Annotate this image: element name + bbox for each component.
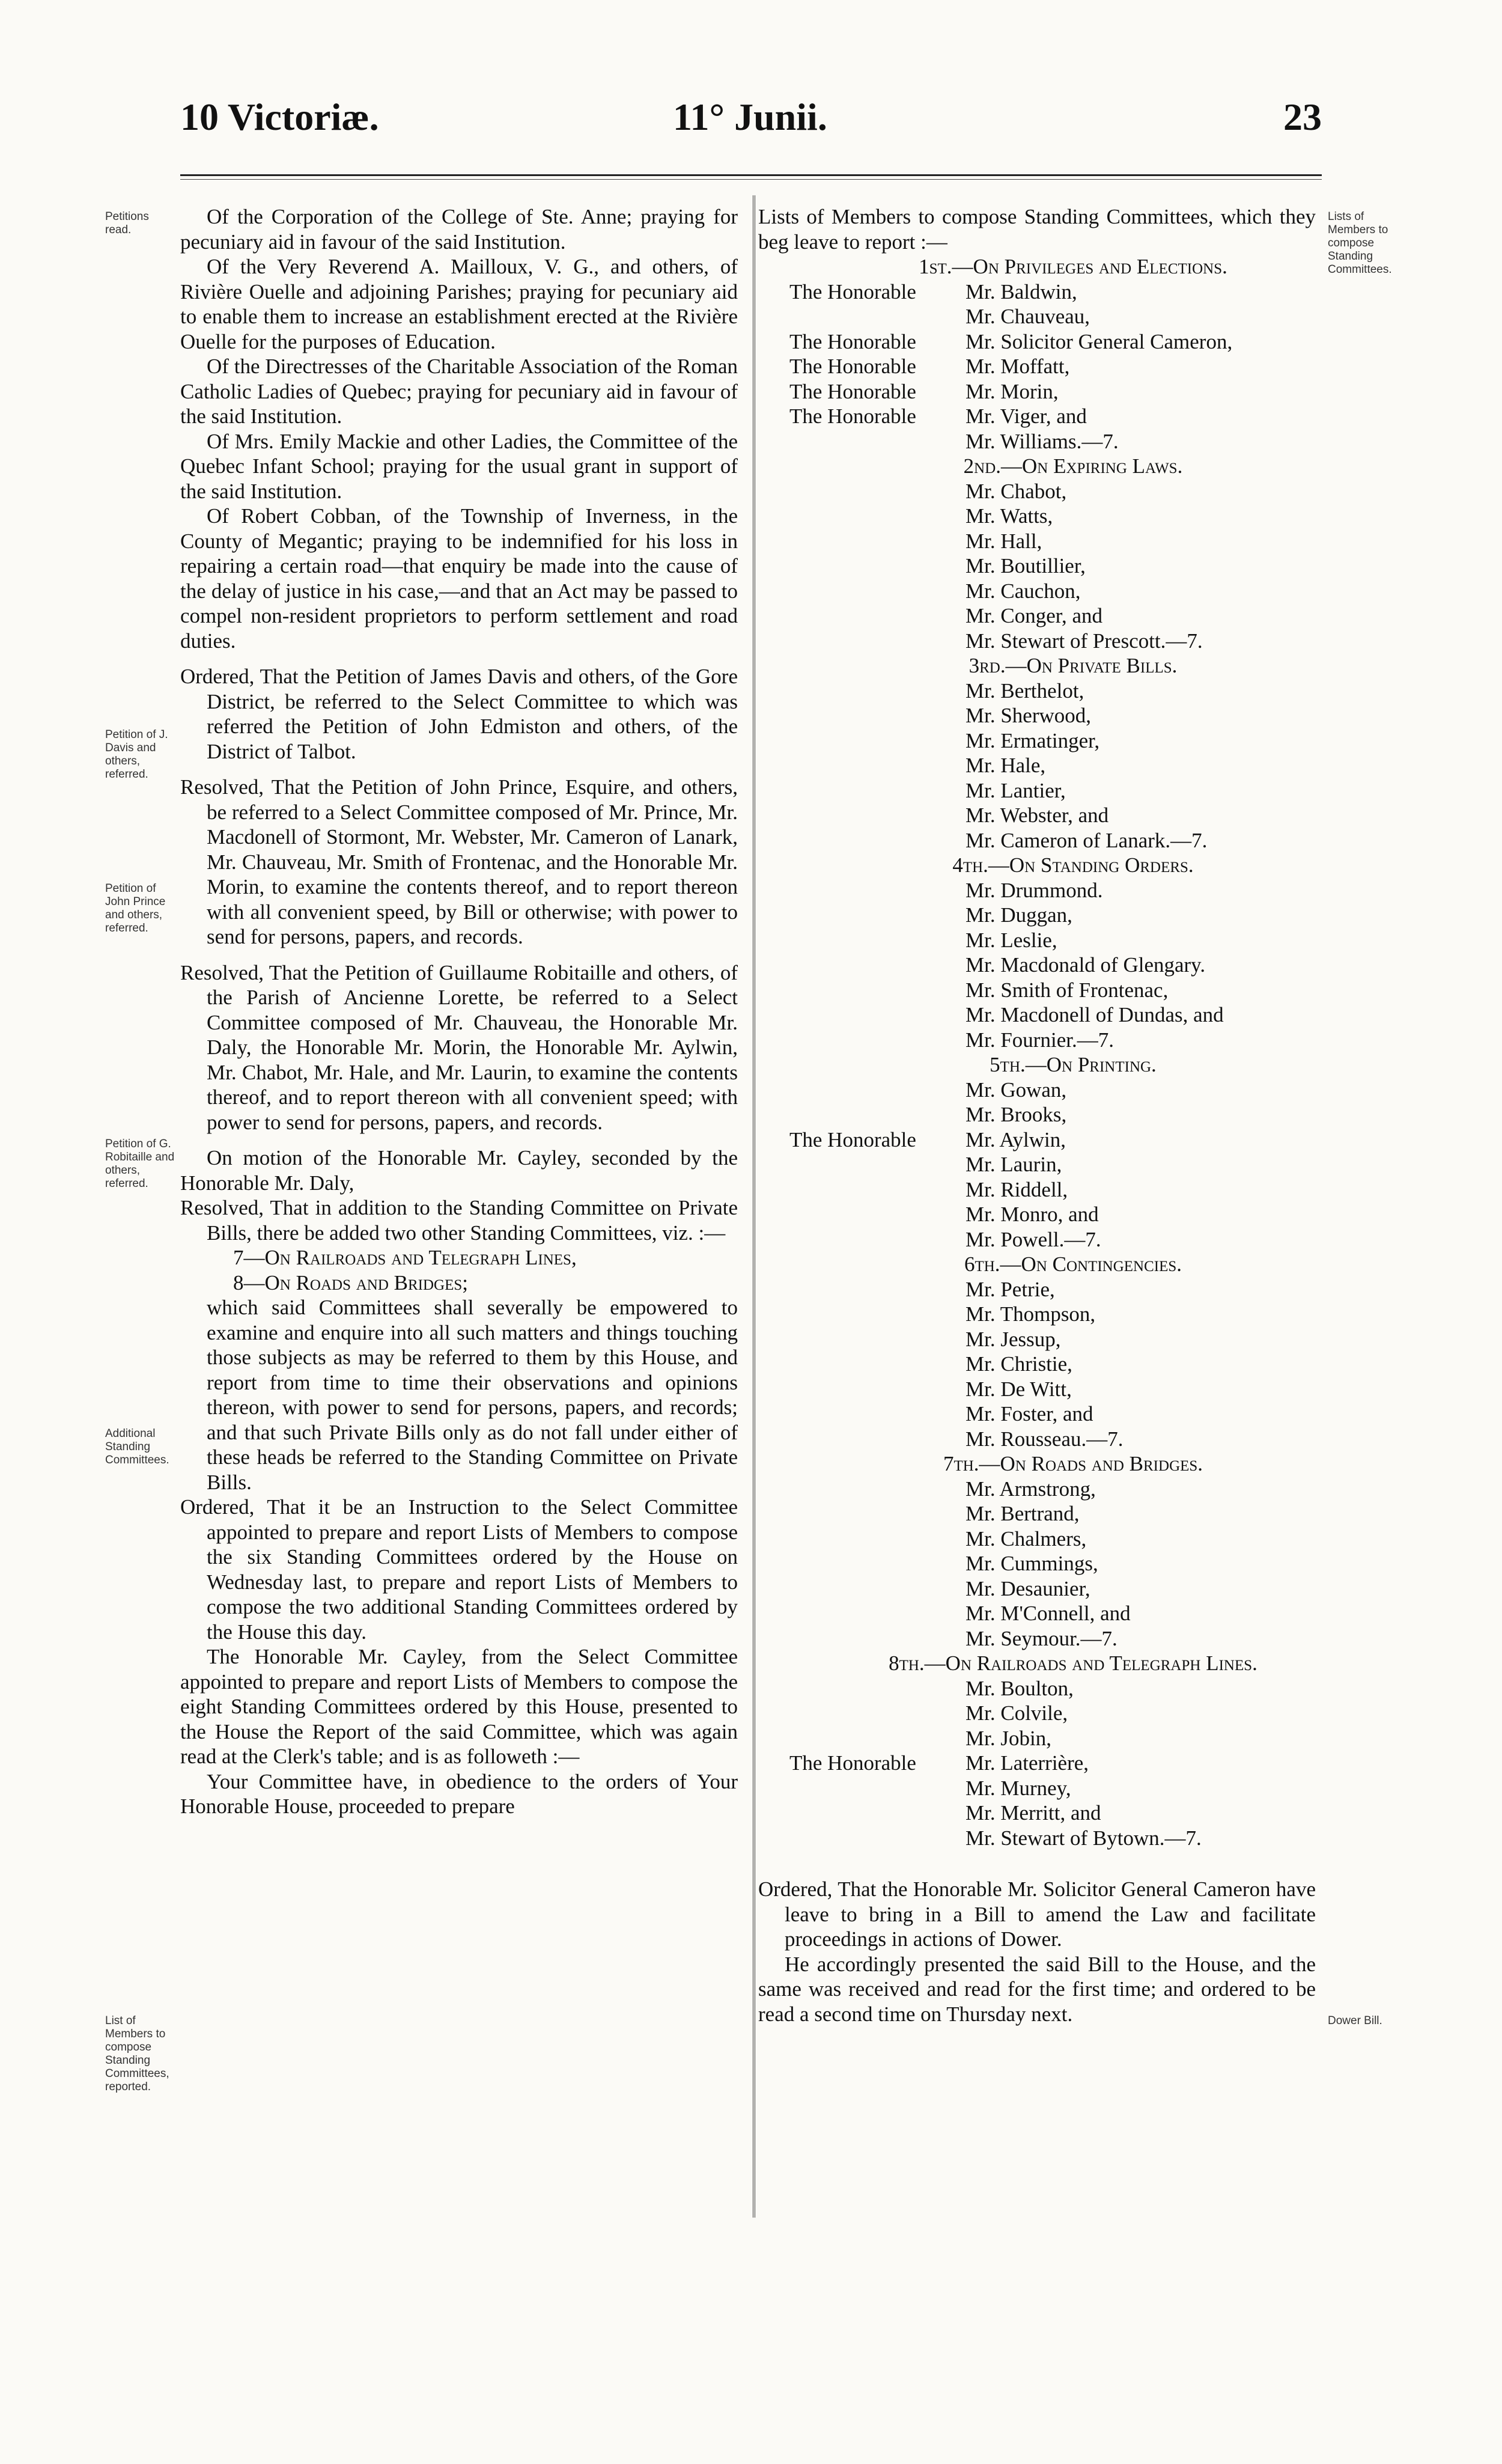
member-name: Mr. Cummings,: [965, 1552, 1098, 1575]
committee-member-row: [758, 1801, 1316, 1826]
member-name: Mr. Foster, and: [965, 1402, 1093, 1426]
member-name: Mr. Boutillier,: [965, 554, 1086, 578]
member-name: Mr. Powell.—7.: [965, 1227, 1101, 1251]
committee-member-row: [758, 1401, 1316, 1427]
committee-member-row: [758, 504, 1316, 529]
motion-cayley: On motion of the Honorable Mr. Cayley, seconded by the Honorable Mr. Daly,: [180, 1146, 738, 1195]
member-prefix: The Honorable: [789, 404, 916, 428]
committee-member-row: [758, 379, 1316, 404]
member-name: Mr. Sherwood,: [965, 704, 1092, 727]
petition-charitable-association: Of the Directresses of the Charitable Association of the Roman Catholic Ladies of Quebec; praying for pecuniary aid in favour of the said Institution.: [180, 355, 738, 428]
member-name: Mr. Jobin,: [965, 1726, 1051, 1750]
member-name: Mr. Berthelot,: [965, 679, 1084, 703]
committee-heading: 8th.—On Railroads and Telegraph Lines.: [889, 1651, 1257, 1675]
resolution-continuation: which said Committees shall severally be empowered to examine and enquire into all such matters and things touching those subjects as may be referred to them by this House, and report from time to time their observations and opinions thereon, with power to send for persons, papers, and records; and that such Private Bills only as do not fall under either of these heads be referred to the Standing Committee on Private Bills.: [207, 1296, 738, 1494]
committee-member-row: [758, 1327, 1316, 1352]
committee-member-row: [758, 1127, 1316, 1153]
order-instruction: Ordered, That it be an Instruction to the Select Committee appointed to prepare and report Lists of Members to compose the six Standing Committees ordered by the House on Wednesday last, to prepare and report Lists of Members to compose the two additional Standing Committees ordered by the House this day.: [180, 1495, 738, 1644]
dower-bill-presented: He accordingly presented the said Bill to the House, and the same was received and read for the first time; and ordered to be read a second time on Thursday next.: [758, 1952, 1316, 2026]
report-text-start: Your Committee have, in obedience to the orders of Your Honorable House, proceeded to prepare: [180, 1769, 738, 1818]
committee-member-row: [758, 1726, 1316, 1751]
member-name: Mr. Desaunier,: [965, 1576, 1090, 1600]
committee-member-row: [758, 1028, 1316, 1053]
member-name: Mr. Solicitor General Cameron,: [965, 329, 1233, 353]
resolution-prince-petition: Resolved, That the Petition of John Prince, Esquire, and others, be referred to a Select Committee composed of Mr. Prince, Mr. Macdonell of Stormont, Mr. Webster, Mr. Cameron of Lanark, Mr. Chauveau, Mr. Smith of Frontenac, and the Honorable Mr. Morin, to examine the contents thereof, and to report thereon with all convenient speed, by Bill or otherwise; with power to send for persons, papers, and records.: [180, 775, 738, 948]
page-number: 23: [1283, 96, 1322, 138]
margin-note-dower: Dower Bill.: [1328, 2014, 1382, 2027]
order-dower-bill: Ordered, That the Honorable Mr. Solicitor General Cameron have leave to bring in a Bill to amend the Law and facilitate proceedings in actions of Dower.: [758, 1877, 1316, 1951]
committee-member-row: [758, 978, 1316, 1003]
header-session: 10 Victoriæ.: [180, 96, 379, 138]
member-name: Mr. Fournier.—7.: [965, 1028, 1114, 1052]
member-name: Mr. Baldwin,: [965, 279, 1077, 303]
committee-member-row: [758, 878, 1316, 903]
committee-member-row: [758, 928, 1316, 953]
committee-heading: 6th.—On Contingencies.: [964, 1252, 1182, 1276]
committee-member-row: [758, 1776, 1316, 1801]
member-name: Mr. Macdonell of Dundas, and: [965, 1003, 1224, 1026]
member-prefix: The Honorable: [789, 279, 916, 303]
committee-member-row: [758, 1377, 1316, 1402]
committee-member-row: [758, 529, 1316, 554]
margin-note-prince: Petition of John Prince and others, referred.: [105, 882, 166, 935]
margin-note-robitaille: Petition of G. Robitaille and others, referred.: [105, 1138, 175, 1190]
margin-note-additional: Additional Standing Committees.: [105, 1427, 169, 1466]
member-name: Mr. Colvile,: [965, 1701, 1068, 1725]
member-name: Mr. Gowan,: [965, 1078, 1067, 1102]
member-name: Mr. Jessup,: [965, 1327, 1061, 1351]
committee-member-row: [758, 728, 1316, 754]
committee-member-row: [758, 753, 1316, 778]
petition-cobban: Of Robert Cobban, of the Township of Inverness, in the County of Megantic; praying to be indemnified for his loss in repairing a certain road—that enquiry be made into the cause of the delay of justice in his case,—and that an Act may be passed to compel non-resident proprietors to perform settlement and road duties.: [180, 504, 738, 653]
member-name: Mr. Murney,: [965, 1776, 1071, 1800]
committee-member-row: [758, 1676, 1316, 1701]
committee-member-row: [758, 404, 1316, 429]
committee-member-row: [758, 778, 1316, 804]
member-name: Mr. Monro, and: [965, 1203, 1099, 1226]
member-name: Mr. Smith of Frontenac,: [965, 978, 1169, 1002]
petition-mackie: Of Mrs. Emily Mackie and other Ladies, the Committee of the Quebec Infant School; praying for the usual grant in support of the said Institution.: [180, 429, 738, 503]
committee-member-row: [758, 429, 1316, 454]
committee-member-row: [758, 828, 1316, 853]
committee-member-row: [758, 579, 1316, 604]
committee-member-row: [758, 329, 1316, 355]
committee-member-row: [758, 1227, 1316, 1252]
report-presented: The Honorable Mr. Cayley, from the Select Committee appointed to prepare and report Lists of Members to compose the eight Standing Committees ordered by this House, presented to the House the Report of the said Committee, which was again read at the Clerk's table; and is as followeth :—: [180, 1645, 738, 1768]
member-name: Mr. Stewart of Bytown.—7.: [965, 1826, 1202, 1850]
committee-member-row: [758, 629, 1316, 654]
committee-heading: 3rd.—On Private Bills.: [968, 654, 1178, 677]
member-name: Mr. Williams.—7.: [965, 429, 1119, 453]
committee-member-row: [758, 1551, 1316, 1576]
committee-member-row: [758, 953, 1316, 978]
committee-heading: 5th.—On Printing.: [990, 1053, 1157, 1076]
member-name: Mr. Cauchon,: [965, 579, 1081, 603]
margin-note-petitions-read: Petitions read.: [105, 210, 149, 236]
member-name: Mr. Viger, and: [965, 404, 1087, 428]
committee-heading: 1st.—On Privileges and Elections.: [919, 255, 1227, 278]
committee-heading: 2nd.—On Expiring Laws.: [963, 454, 1183, 478]
committee-member-row: [758, 1152, 1316, 1177]
member-name: Mr. Seymour.—7.: [965, 1626, 1117, 1650]
member-name: Mr. Brooks,: [965, 1103, 1067, 1126]
member-name: Mr. Stewart of Prescott.—7.: [965, 629, 1203, 653]
committee-member-row: [758, 903, 1316, 928]
committee-member-row: [758, 1102, 1316, 1127]
member-name: Mr. De Witt,: [965, 1377, 1072, 1401]
page-header: [180, 90, 1322, 156]
committee-member-row: [758, 1701, 1316, 1726]
committee-member-row: [758, 1202, 1316, 1227]
committee-member-row: [758, 803, 1316, 828]
committee-member-row: [758, 1826, 1316, 1851]
member-prefix: The Honorable: [789, 355, 916, 378]
member-name: Mr. Hall,: [965, 529, 1042, 553]
member-name: Mr. Riddell,: [965, 1177, 1068, 1201]
committee-member-row: [758, 679, 1316, 704]
margin-note-lists-compose: Lists of Members to compose Standing Committees.: [1328, 210, 1392, 276]
committee-member-row: [758, 703, 1316, 728]
member-name: Mr. Rousseau.—7.: [965, 1427, 1123, 1451]
committee-member-row: [758, 1427, 1316, 1452]
member-name: Mr. Hale,: [965, 754, 1046, 777]
member-name: Mr. Laterrière,: [965, 1751, 1089, 1775]
member-prefix: The Honorable: [789, 379, 916, 403]
member-name: Mr. Duggan,: [965, 903, 1072, 927]
member-name: Mr. Macdonald of Glengary.: [965, 953, 1206, 977]
member-name: Mr. Boulton,: [965, 1676, 1074, 1700]
committee-member-row: [758, 1526, 1316, 1552]
committee-member-row: [758, 479, 1316, 504]
committee-member-row: [758, 1002, 1316, 1028]
member-name: Mr. Thompson,: [965, 1302, 1096, 1326]
committee-member-row: [758, 603, 1316, 629]
member-name: Mr. Chalmers,: [965, 1526, 1087, 1551]
resolution-additional-committees: Resolved, That in addition to the Standing Committee on Private Bills, there be added two other Standing Committees, viz. :—: [180, 1196, 738, 1245]
member-name: Mr. M'Connell, and: [965, 1602, 1131, 1625]
margin-note-davis: Petition of J. Davis and others, referred.: [105, 728, 168, 781]
member-name: Mr. Conger, and: [965, 604, 1103, 627]
committee-lists-intro: Lists of Members to compose Standing Committees, which they beg leave to report :—: [758, 205, 1316, 254]
committee-member-row: [758, 1601, 1316, 1626]
committee-member-row: [758, 1078, 1316, 1103]
member-name: Mr. Webster, and: [965, 804, 1109, 827]
member-name: Mr. Chabot,: [965, 479, 1067, 503]
member-name: Mr. Merritt, and: [965, 1801, 1101, 1825]
committee-member-row: [758, 1477, 1316, 1502]
member-name: Mr. Leslie,: [965, 928, 1057, 952]
committee-member-row: [758, 553, 1316, 579]
member-prefix: The Honorable: [789, 1751, 916, 1775]
committee-member-row: [758, 1576, 1316, 1602]
committee-member-row: [758, 279, 1316, 305]
header-rule: [180, 174, 1322, 176]
committee-member-row: [758, 1302, 1316, 1327]
committee-roads-item: 8—On Roads and Bridges;: [233, 1270, 469, 1295]
committee-member-row: [758, 1501, 1316, 1526]
committee-member-row: [758, 1277, 1316, 1302]
member-name: Mr. Moffatt,: [965, 355, 1070, 378]
left-column: [180, 204, 738, 1819]
committee-railroads-item: 7—On Railroads and Telegraph Lines,: [233, 1246, 577, 1269]
committee-member-row: [758, 1751, 1316, 1776]
member-name: Mr. Armstrong,: [965, 1477, 1096, 1501]
petition-mailloux: Of the Very Reverend A. Mailloux, V. G., and others, of Rivière Ouelle and adjoining Parishes; praying for pecuniary aid to enable them to increase an establishment erected at the Rivière Ouelle for the purposes of Education.: [180, 255, 738, 353]
committee-heading: 7th.—On Roads and Bridges.: [943, 1452, 1203, 1475]
member-name: Mr. Drummond.: [965, 878, 1103, 902]
member-name: Mr. Laurin,: [965, 1153, 1062, 1176]
member-prefix: The Honorable: [789, 1127, 916, 1151]
resolution-robitaille-petition: Resolved, That the Petition of Guillaume Robitaille and others, of the Parish of Ancienne Lorette, be referred to a Select Committee composed of Mr. Chauveau, the Honorable Mr. Daly, the Honorable Mr. Morin, the Honorable Mr. Aylwin, Mr. Chabot, Mr. Hale, and Mr. Laurin, to examine the contents thereof, and to report thereon with all convenient speed; with power to send for persons, papers, and records.: [180, 960, 738, 1134]
header-rule-thin: [180, 179, 1322, 180]
committee-member-row: [758, 354, 1316, 379]
member-name: Mr. Morin,: [965, 379, 1059, 403]
member-name: Mr. Watts,: [965, 504, 1053, 528]
committee-list: [758, 254, 1316, 1850]
member-name: Mr. Cameron of Lanark.—7.: [965, 828, 1208, 852]
petition-ste-anne: Of the Corporation of the College of Ste. Anne; praying for pecuniary aid in favour of the said Institution.: [180, 205, 738, 254]
order-davis-petition: Ordered, That the Petition of James Davis and others, of the Gore District, be referred to the Select Committee to which was referred the Petition of John Edmiston and others, of the District of Talbot.: [180, 665, 738, 763]
header-date: 11° Junii.: [673, 96, 827, 138]
committee-member-row: [758, 304, 1316, 329]
member-name: Mr. Chauveau,: [965, 305, 1090, 328]
committee-member-row: [758, 1177, 1316, 1203]
committee-heading: 4th.—On Standing Orders.: [952, 853, 1194, 877]
column-separator: [753, 195, 755, 2218]
right-column: [758, 204, 1316, 2026]
member-name: Mr. Ermatinger,: [965, 728, 1100, 752]
member-name: Mr. Lantier,: [965, 778, 1066, 802]
member-name: Mr. Aylwin,: [965, 1127, 1066, 1151]
committee-member-row: [758, 1626, 1316, 1651]
margin-note-list-reported: List of Members to compose Standing Committees, reported.: [105, 2014, 169, 2093]
member-name: Mr. Christie,: [965, 1352, 1072, 1376]
committee-member-row: [758, 1352, 1316, 1377]
member-prefix: The Honorable: [789, 329, 916, 353]
member-name: Mr. Petrie,: [965, 1277, 1055, 1301]
member-name: Mr. Bertrand,: [965, 1502, 1080, 1525]
